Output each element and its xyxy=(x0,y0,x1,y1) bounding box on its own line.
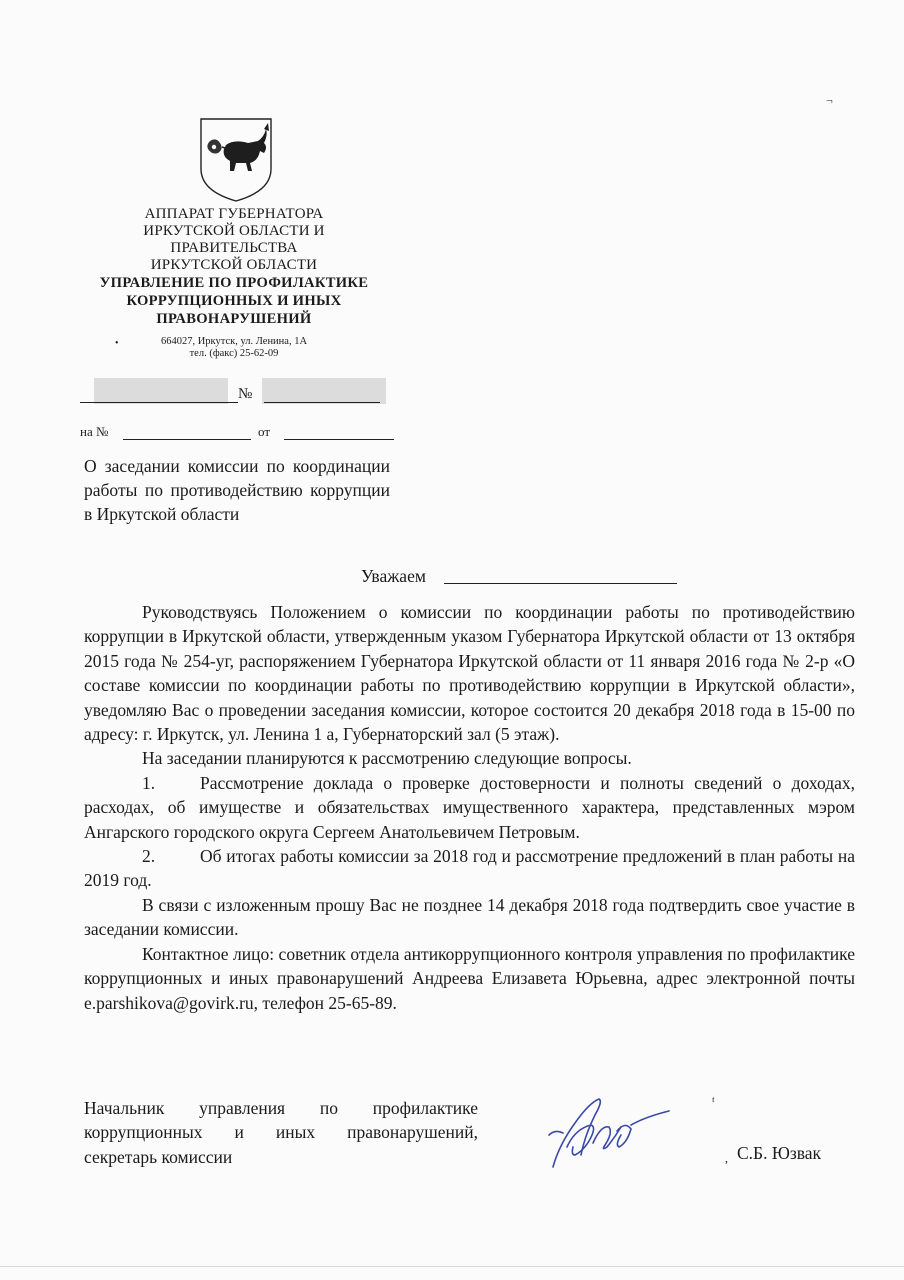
agenda-item-number: 1. xyxy=(142,772,156,793)
agenda-item xyxy=(84,844,855,893)
agenda-item-number: 2. xyxy=(142,846,156,867)
corner-mark: ¬ xyxy=(826,93,833,107)
department-name-line: УПРАВЛЕНИЕ ПО ПРОФИЛАКТИКЕ xyxy=(99,275,369,291)
signatory-position-line: коррупционных и иных правонарушений, xyxy=(84,1122,478,1143)
speck: • xyxy=(115,338,119,349)
ink-mark: ᵗ xyxy=(712,1095,715,1110)
letter-subject: О заседании комиссии по координации работы по противодействию коррупции в Иркутской области xyxy=(84,456,390,524)
coat-of-arms-icon xyxy=(198,117,274,203)
page-edge xyxy=(0,1266,904,1267)
agenda-item xyxy=(84,771,855,844)
reference-date-label: от xyxy=(258,424,271,439)
body-paragraph: Контактное лицо: советник отдела антикоррупционного контроля управления по профилактике коррупционных и иных правонарушений Андреева Елизавета Юрьевна, адрес электронной почты e.parshikova@govirk.ru, телефон 25-65-89. xyxy=(84,943,855,1013)
org-name-line: ИРКУТСКОЙ ОБЛАСТИ И xyxy=(143,223,325,239)
number-underline xyxy=(264,402,380,403)
reference-number-underline xyxy=(123,439,251,440)
addressee-underline xyxy=(444,583,677,584)
reference-number-label: на № xyxy=(80,424,109,439)
department-name-line: КОРРУПЦИОННЫХ И ИНЫХ xyxy=(126,293,342,309)
organization-header xyxy=(75,206,393,360)
letter-body xyxy=(84,600,855,1015)
org-name-line: АППАРАТ ГУБЕРНАТОРА xyxy=(144,206,324,222)
greeting: Уважаем xyxy=(361,566,426,586)
body-paragraph: В связи с изложенным прошу Вас не позднее 14 декабря 2018 года подтвердить свое участие в заседании комиссии. xyxy=(84,894,855,940)
org-phone: тел. (факс) 25-62-09 xyxy=(189,348,279,359)
number-label: № xyxy=(238,386,253,402)
registration-line xyxy=(80,386,384,404)
reference-date-underline xyxy=(284,439,394,440)
org-address: 664027, Иркутск, ул. Ленина, 1А xyxy=(160,336,308,347)
signatory-position-line: секретарь комиссии xyxy=(84,1146,233,1167)
body-paragraph: На заседании планируются к рассмотрению следующие вопросы. xyxy=(142,748,632,769)
org-name-line: ПРАВИТЕЛЬСТВА xyxy=(170,240,298,256)
agenda-item-text: Рассмотрение доклада о проверке достоверности и полноты сведений о доходах, расходах, об имуществе и обязательствах имущественного характера, представленных мэром Ангарского городского округа Сергеем Анатольевичем Петровым. xyxy=(84,772,855,842)
signatory-name: С.Б. Юзвак xyxy=(737,1143,822,1163)
signatory-position xyxy=(84,1096,478,1169)
ink-mark: , xyxy=(725,1151,728,1165)
agenda-item-text: Об итогах работы комиссии за 2018 год и рассмотрение предложений в план работы на 2019 год. xyxy=(84,846,855,891)
date-underline xyxy=(80,402,238,403)
body-paragraph: Руководствуясь Положением о комиссии по координации работы по противодействию коррупции в Иркутской области, утвержденным указом Губернатора Иркутской области от 13 октября 2015 года № 254-уг, распоряжением Губернатора Иркутской области от 11 января 2016 года № 2-р «О составе комиссии по координации работы по противодействию коррупции в Иркутской области», уведомляю Вас о проведении заседания комиссии, которое состоится 20 декабря 2018 года в 15-00 по адресу: г. Иркутск, ул. Ленина 1 а, Губернаторский зал (5 этаж). xyxy=(84,602,855,745)
org-name-line: ИРКУТСКОЙ ОБЛАСТИ xyxy=(150,257,318,273)
handwritten-signature-icon xyxy=(545,1085,675,1180)
reference-line xyxy=(80,424,400,442)
department-name-line: ПРАВОНАРУШЕНИЙ xyxy=(156,311,312,327)
signatory-position-line: Начальник управления по профилактике xyxy=(84,1098,478,1118)
